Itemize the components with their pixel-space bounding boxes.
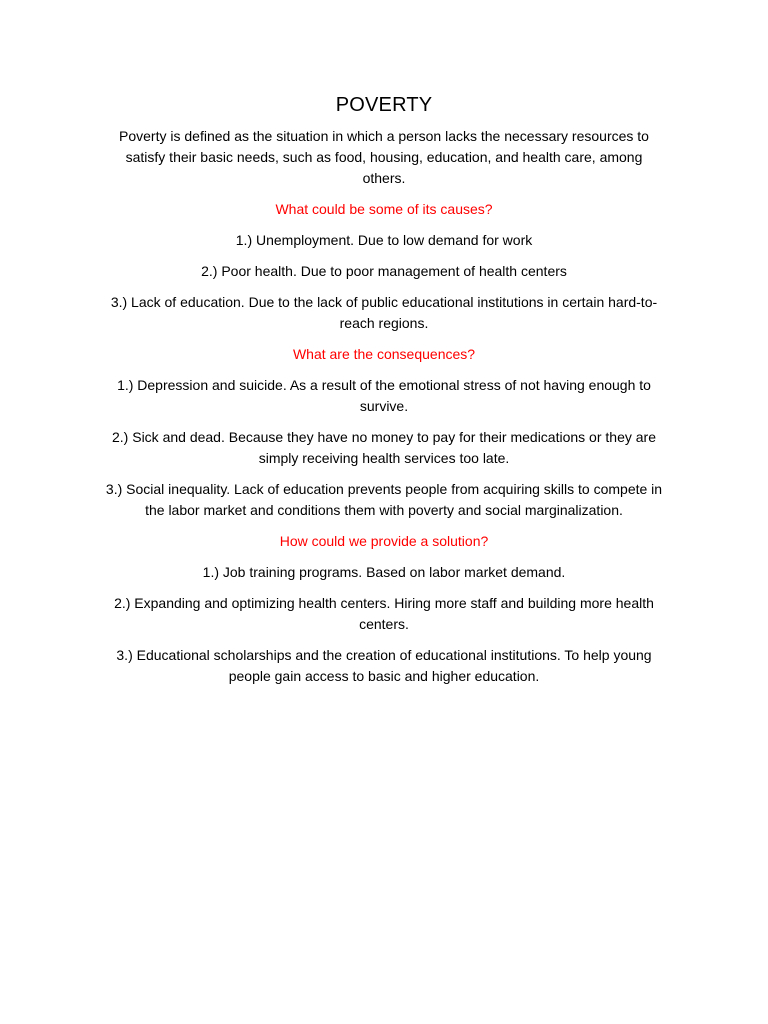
- solution-item: 3.) Educational scholarships and the creation of educational institutions. To help young people gain access to basic and higher education.: [116, 647, 652, 684]
- solutions-heading: How could we provide a solution?: [279, 533, 489, 549]
- consequence-item: 3.) Social inequality. Lack of education prevents people from acquiring skills to compete in the labor market and conditions them with poverty and social marginalization.: [105, 481, 663, 518]
- consequence-item: 1.) Depression and suicide. As a result of the emotional stress of not having enough to survive.: [117, 377, 651, 414]
- consequence-item: 2.) Sick and dead. Because they have no money to pay for their medications or they are simply receiving health services too late.: [112, 429, 656, 466]
- causes-heading: What could be some of its causes?: [275, 201, 493, 217]
- cause-item: 2.) Poor health. Due to poor management of health centers: [201, 263, 567, 279]
- consequences-heading: What are the consequences?: [292, 346, 476, 362]
- solution-item: 1.) Job training programs. Based on labor market demand.: [202, 564, 566, 580]
- intro-paragraph: Poverty is defined as the situation in which a person lacks the necessary resources to satisfy their basic needs, such as food, housing, education, and health care, among others.: [119, 128, 649, 186]
- cause-item: 3.) Lack of education. Due to the lack of public educational institutions in certain hard-to-reach regions.: [110, 294, 658, 331]
- solution-item: 2.) Expanding and optimizing health centers. Hiring more staff and building more health centers.: [114, 595, 654, 632]
- cause-item: 1.) Unemployment. Due to low demand for work: [235, 232, 533, 248]
- page-title: POVERTY: [335, 94, 433, 116]
